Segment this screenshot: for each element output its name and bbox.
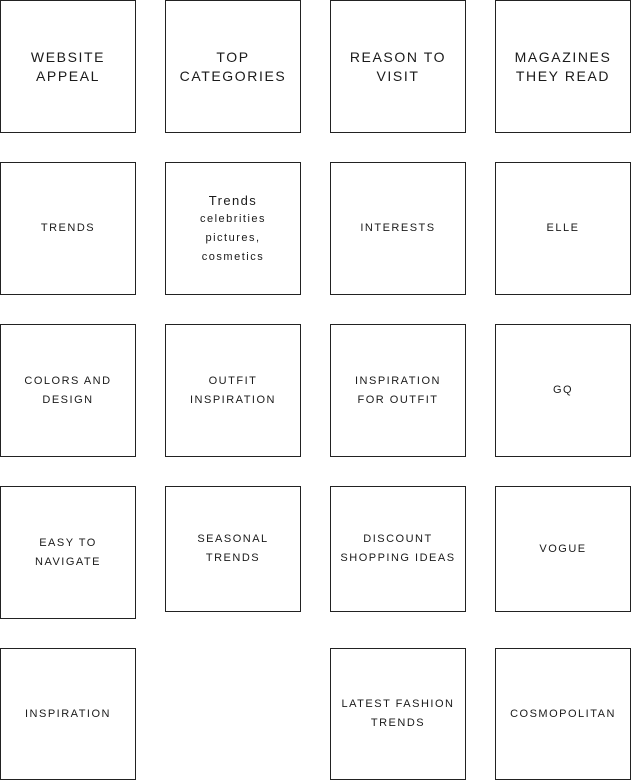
card-outfit-inspiration <box>165 324 301 457</box>
card-inspiration <box>0 648 136 780</box>
header-card-reason-to-visit <box>330 0 466 133</box>
card-text: Trends celebrities pictures, cosmetics <box>199 192 267 263</box>
card-easy-to-navigate <box>0 486 136 619</box>
card-text: INSPIRATION <box>25 707 111 720</box>
card-elle <box>495 162 631 295</box>
card-discount-shopping-ideas <box>330 486 466 612</box>
card-cosmopolitan <box>495 648 631 780</box>
card-text: OUTFIT INSPIRATION <box>190 374 276 406</box>
card-text: REASON TO VISIT <box>349 48 447 84</box>
card-gq <box>495 324 631 457</box>
card-trends <box>0 162 136 295</box>
card-text: LATEST FASHION TRENDS <box>341 698 455 729</box>
card-trends-celebrities-pictures-cosmetics <box>165 162 301 295</box>
card-vogue <box>495 486 631 612</box>
card-text: COSMOPOLITAN <box>510 707 616 720</box>
card-text: TOP CATEGORIES <box>179 48 287 84</box>
header-card-top-categories <box>165 0 301 133</box>
card-text: EASY TO NAVIGATE <box>35 536 101 568</box>
card-text: DISCOUNT SHOPPING IDEAS <box>340 533 456 564</box>
card-text: INSPIRATION FOR OUTFIT <box>355 374 441 406</box>
card-text: TRENDS <box>40 222 96 234</box>
card-inspiration-for-outfit <box>330 324 466 457</box>
card-latest-fashion-trends <box>330 648 466 780</box>
card-colors-and-design <box>0 324 136 457</box>
card-text: ELLE <box>546 222 580 234</box>
card-interests <box>330 162 466 295</box>
card-text: GQ <box>552 384 574 396</box>
card-text: VOGUE <box>539 542 587 555</box>
header-card-magazines-they-read <box>495 0 631 133</box>
card-text: SEASONAL TRENDS <box>197 533 269 564</box>
card-seasonal-trends <box>165 486 301 612</box>
card-text: INTERESTS <box>360 222 436 234</box>
card-text: WEBSITE APPEAL <box>30 48 106 84</box>
card-text: MAGAZINES THEY READ <box>514 48 612 84</box>
header-card-website-appeal <box>0 0 136 133</box>
card-text: COLORS AND DESIGN <box>24 374 112 406</box>
